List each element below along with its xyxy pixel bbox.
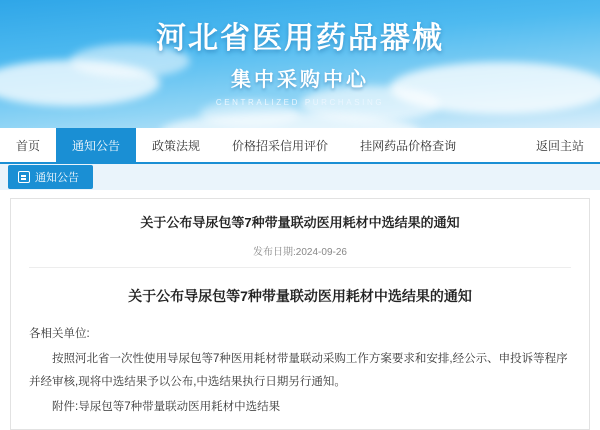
article-salutation: 各相关单位: bbox=[29, 327, 90, 340]
site-title-english: CENTRALIZED PURCHASING bbox=[215, 98, 385, 107]
site-title: 河北省医用药品器械 bbox=[156, 22, 444, 55]
site-banner bbox=[0, 0, 600, 128]
nav-item-drug-price-query[interactable]: 挂网药品价格查询 bbox=[360, 138, 457, 153]
nav-spacer bbox=[472, 128, 520, 162]
main-navigation bbox=[0, 128, 600, 164]
nav-item-policies[interactable]: 政策法规 bbox=[152, 138, 201, 153]
article-card bbox=[10, 198, 590, 430]
breadcrumb bbox=[0, 164, 600, 190]
page-title: 关于公布导尿包等7种带量联动医用耗材中选结果的通知 bbox=[128, 287, 472, 304]
breadcrumb-label: 通知公告 bbox=[35, 172, 79, 184]
nav-item-credit-evaluation[interactable]: 价格招采信用评价 bbox=[232, 138, 329, 153]
document-icon bbox=[18, 171, 30, 183]
breadcrumb-current-tab[interactable] bbox=[8, 165, 93, 189]
nav-item-home[interactable]: 首页 bbox=[16, 138, 41, 153]
article-paragraph: 按照河北省一次性使用导尿包等7种医用耗材带量联动采购工作方案要求和安排,经公示、申投诉等程序并经审核,现将中选结果予以公布,中选结果执行日期另行通知。 bbox=[29, 352, 568, 388]
article-attachment: 附件:导尿包等7种带量联动医用耗材中选结果 bbox=[52, 400, 281, 413]
article-publish-date: 发布日期:2024-09-26 bbox=[29, 243, 571, 268]
article-header-title: 关于公布导尿包等7种带量联动医用耗材中选结果的通知 bbox=[140, 215, 460, 230]
site-subtitle: 集中采购中心 bbox=[231, 69, 369, 91]
nav-item-notices[interactable]: 通知公告 bbox=[56, 128, 136, 162]
nav-item-back-to-main-site[interactable]: 返回主站 bbox=[535, 138, 584, 153]
article-body bbox=[29, 323, 571, 419]
